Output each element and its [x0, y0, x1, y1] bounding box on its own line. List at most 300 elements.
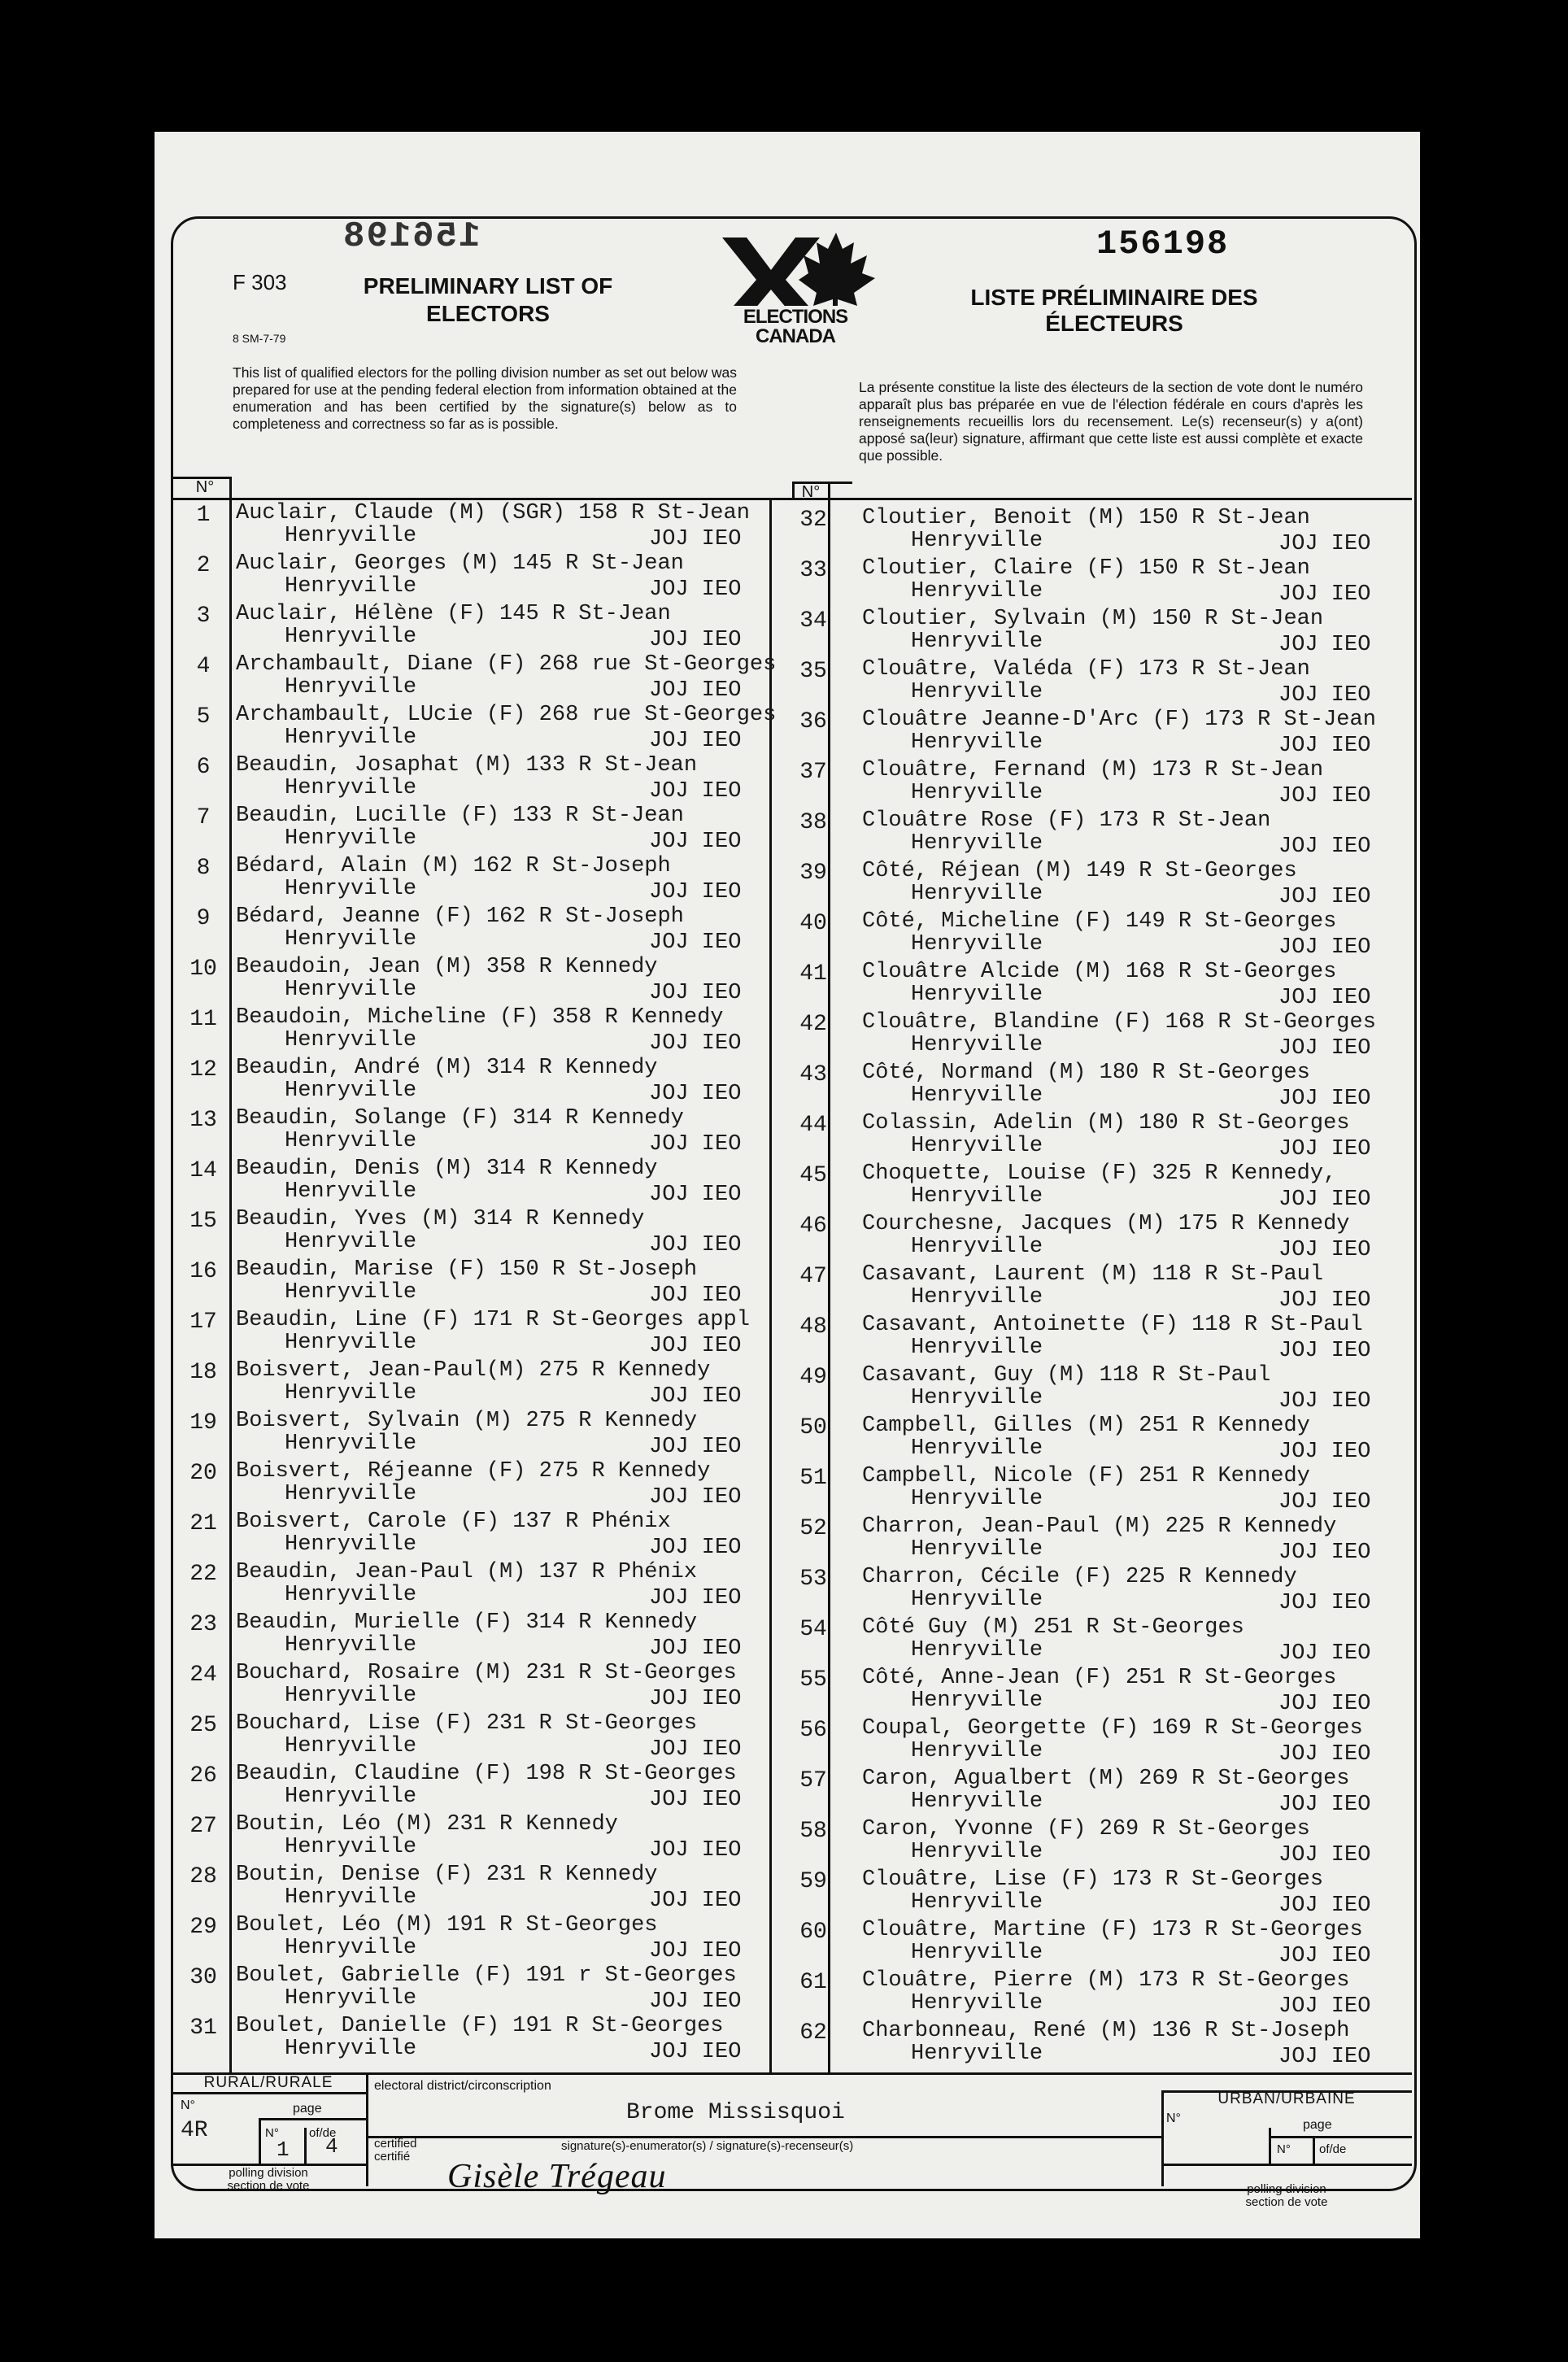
elector-municipality: Henryville — [911, 1638, 1043, 1663]
elector-postal-code: JOJ IEO — [1278, 1541, 1371, 1565]
elector-name-address: Beaudin, Solange (F) 314 R Kennedy — [236, 1106, 684, 1131]
elector-row — [171, 1106, 769, 1157]
elector-number: 26 — [189, 1763, 217, 1789]
elector-row — [171, 753, 769, 804]
elector-row — [171, 1358, 769, 1409]
elector-row — [773, 1867, 1412, 1918]
footer-urban-page-box-top — [1269, 2136, 1412, 2138]
elector-name-address: Campbell, Gilles (M) 251 R Kennedy — [862, 1414, 1310, 1438]
urban-label: URBAN/URBAINE — [1217, 2090, 1356, 2107]
elector-postal-code: JOJ IEO — [1278, 1742, 1371, 1767]
elector-row — [773, 960, 1412, 1010]
elector-number: 50 — [799, 1415, 827, 1440]
elector-municipality: Henryville — [911, 781, 1043, 805]
elector-postal-code: JOJ IEO — [649, 1435, 742, 1459]
elector-number: 32 — [799, 508, 827, 533]
center-divider-line — [769, 498, 772, 2072]
elector-number: 53 — [799, 1567, 827, 1592]
elector-municipality: Henryville — [911, 2042, 1043, 2066]
footer-urban-bottom-line — [1161, 2164, 1412, 2166]
elector-postal-code: JOJ IEO — [1278, 582, 1371, 607]
footer-urban-page-box-left — [1269, 2128, 1271, 2164]
elector-municipality: Henryville — [285, 625, 417, 649]
logo-text-canada: CANADA — [756, 325, 835, 347]
elector-municipality: Henryville — [911, 983, 1043, 1007]
elector-name-address: Bédard, Alain (M) 162 R St-Joseph — [236, 854, 671, 878]
elector-row — [773, 506, 1412, 556]
elector-name-address: Bouchard, Lise (F) 231 R St-Georges — [236, 1711, 698, 1736]
elector-number: 4 — [196, 654, 211, 679]
elector-row — [773, 1363, 1412, 1414]
elector-number: 5 — [196, 704, 211, 730]
elector-postal-code: JOJ IEO — [649, 577, 742, 602]
elector-row — [773, 1918, 1412, 1968]
elector-municipality: Henryville — [911, 1588, 1043, 1612]
elector-municipality: Henryville — [285, 1079, 417, 1103]
elector-number: 13 — [189, 1108, 217, 1133]
electoral-district-label: electoral district/circonscription — [374, 2079, 551, 2093]
elector-number: 22 — [189, 1562, 217, 1587]
intro-text-english: This list of qualified electors for the polling division number as set out below was prepared for use at the pending federal election from information obtained at the enumeration and has been certified by the signature(s) below as to completeness and correctness so far as is possible. — [233, 364, 737, 432]
elector-row — [773, 808, 1412, 859]
urban-page-label: page — [1303, 2118, 1332, 2132]
elector-municipality: Henryville — [911, 1689, 1043, 1713]
elector-name-address: Caron, Agualbert (M) 269 R St-Georges — [862, 1767, 1350, 1791]
elector-name-address: Auclair, Georges (M) 145 R St-Jean — [236, 551, 684, 576]
elector-number: 28 — [189, 1864, 217, 1889]
elector-postal-code: JOJ IEO — [649, 628, 742, 652]
elector-row — [773, 1061, 1412, 1111]
elector-number: 54 — [799, 1617, 827, 1642]
elector-postal-code: JOJ IEO — [649, 1082, 742, 1106]
elector-number: 59 — [799, 1869, 827, 1894]
elector-municipality: Henryville — [911, 1941, 1043, 1965]
elector-postal-code: JOJ IEO — [1278, 734, 1371, 758]
elector-postal-code: JOJ IEO — [1278, 1944, 1371, 1968]
elector-municipality: Henryville — [911, 1890, 1043, 1915]
elector-name-address: Charron, Cécile (F) 225 R Kennedy — [862, 1565, 1297, 1589]
elector-number: 47 — [799, 1264, 827, 1289]
elector-postal-code: JOJ IEO — [649, 880, 742, 904]
elector-list-right — [773, 506, 1412, 2072]
footer-district-line — [366, 2136, 1161, 2138]
elector-postal-code: JOJ IEO — [1278, 1692, 1371, 1716]
rural-section-de-vote-label: section de vote — [227, 2179, 310, 2193]
elector-number: 12 — [189, 1057, 217, 1083]
elector-row — [171, 2014, 769, 2064]
table-top-line — [171, 498, 1412, 500]
elector-row — [171, 1308, 769, 1358]
footer-rural-page-box-left — [259, 2118, 261, 2164]
elector-postal-code: JOJ IEO — [649, 930, 742, 955]
elector-municipality: Henryville — [911, 1487, 1043, 1511]
elector-postal-code: JOJ IEO — [649, 1586, 742, 1610]
elector-row — [773, 1464, 1412, 1514]
footer-rural-page-box-top — [259, 2118, 366, 2120]
elector-name-address: Courchesne, Jacques (M) 175 R Kennedy — [862, 1212, 1350, 1236]
elector-postal-code: JOJ IEO — [649, 1132, 742, 1157]
elector-municipality: Henryville — [285, 978, 417, 1002]
footer-rural-divider — [366, 2072, 368, 2186]
elector-postal-code: JOJ IEO — [1278, 1137, 1371, 1161]
elector-number: 19 — [189, 1410, 217, 1436]
elector-row — [171, 602, 769, 652]
elector-municipality: Henryville — [911, 680, 1043, 704]
elector-postal-code: JOJ IEO — [1278, 1389, 1371, 1414]
urban-polling-division-label: polling division — [1247, 2182, 1326, 2196]
elector-row — [773, 1666, 1412, 1716]
elector-name-address: Beaudin, André (M) 314 R Kennedy — [236, 1056, 658, 1080]
elector-name-address: Charbonneau, René (M) 136 R St-Joseph — [862, 2019, 1350, 2043]
elector-postal-code: JOJ IEO — [1278, 1036, 1371, 1061]
elector-number: 61 — [799, 1970, 827, 1995]
elector-name-address: Charron, Jean-Paul (M) 225 R Kennedy — [862, 1514, 1337, 1539]
left-number-column-header: N° — [195, 478, 215, 496]
elector-number: 42 — [799, 1012, 827, 1037]
elector-postal-code: JOJ IEO — [1278, 1994, 1371, 2019]
elector-postal-code: JOJ IEO — [1278, 885, 1371, 909]
elector-municipality: Henryville — [285, 877, 417, 901]
elector-number: 15 — [189, 1209, 217, 1234]
elector-municipality: Henryville — [285, 1482, 417, 1506]
elector-postal-code: JOJ IEO — [649, 1334, 742, 1358]
rural-of-label: of/de — [309, 2126, 337, 2140]
elector-postal-code: JOJ IEO — [1278, 935, 1371, 960]
elector-number: 43 — [799, 1062, 827, 1087]
certified-label: certified — [374, 2137, 417, 2151]
elector-name-address: Cloutier, Claire (F) 150 R St-Jean — [862, 556, 1310, 581]
elector-name-address: Boisvert, Sylvain (M) 275 R Kennedy — [236, 1409, 698, 1433]
signature-label: signature(s)-enumerator(s) / signature(s)-recenseur(s) — [561, 2139, 854, 2153]
elector-municipality: Henryville — [911, 1739, 1043, 1763]
elector-number: 2 — [196, 553, 211, 578]
elector-row — [171, 1762, 769, 1812]
elector-municipality: Henryville — [911, 579, 1043, 604]
elector-name-address: Boutin, Denise (F) 231 R Kennedy — [236, 1863, 658, 1887]
footer-rural-label-line — [171, 2092, 366, 2094]
elector-name-address: Casavant, Antoinette (F) 118 R St-Paul — [862, 1313, 1363, 1337]
title-french-line2: ÉLECTEURS — [1045, 311, 1183, 336]
elector-name-address: Beaudoin, Micheline (F) 358 R Kennedy — [236, 1005, 724, 1030]
elector-name-address: Boulet, Danielle (F) 191 R St-Georges — [236, 2014, 724, 2038]
urban-page-no-label: N° — [1277, 2142, 1291, 2156]
elector-row — [773, 708, 1412, 758]
elector-postal-code: JOJ IEO — [649, 1536, 742, 1560]
elector-municipality: Henryville — [285, 675, 417, 699]
elector-municipality: Henryville — [285, 574, 417, 599]
logo-text-elections: ELECTIONS — [714, 306, 877, 329]
elector-municipality: Henryville — [911, 730, 1043, 755]
page-total: 4 — [325, 2134, 338, 2159]
elector-row — [773, 859, 1412, 909]
elector-number: 1 — [196, 503, 211, 528]
elector-row — [773, 1767, 1412, 1817]
elector-name-address: Côté, Anne-Jean (F) 251 R St-Georges — [862, 1666, 1337, 1690]
elector-number: 40 — [799, 911, 827, 936]
certifie-label: certifié — [374, 2150, 411, 2164]
elector-row — [171, 1510, 769, 1560]
elector-postal-code: JOJ IEO — [649, 1485, 742, 1510]
elector-postal-code: JOJ IEO — [1278, 2045, 1371, 2069]
elector-name-address: Beaudin, Claudine (F) 198 R St-Georges — [236, 1762, 737, 1786]
elector-postal-code: JOJ IEO — [649, 1636, 742, 1661]
elector-row — [171, 1459, 769, 1510]
elector-municipality: Henryville — [285, 1432, 417, 1456]
elector-municipality: Henryville — [285, 1936, 417, 1960]
elector-number: 29 — [189, 1915, 217, 1940]
elector-municipality: Henryville — [285, 1835, 417, 1859]
elector-row — [171, 904, 769, 955]
form-number: F 303 — [233, 270, 287, 294]
elector-number: 31 — [189, 2016, 217, 2041]
elector-name-address: Boisvert, Jean-Paul(M) 275 R Kennedy — [236, 1358, 711, 1383]
elector-list-left — [171, 501, 777, 2072]
elector-postal-code: JOJ IEO — [649, 1283, 742, 1308]
elector-name-address: Beaudin, Murielle (F) 314 R Kennedy — [236, 1610, 698, 1635]
elector-number: 21 — [189, 1511, 217, 1536]
elector-name-address: Auclair, Claude (M) (SGR) 158 R St-Jean — [236, 501, 750, 525]
elector-number: 48 — [799, 1314, 827, 1340]
elector-name-address: Caron, Yvonne (F) 269 R St-Georges — [862, 1817, 1310, 1841]
elector-row — [773, 1565, 1412, 1615]
elector-row — [773, 1161, 1412, 1212]
elector-number: 62 — [799, 2020, 827, 2046]
elector-name-address: Beaudin, Lucille (F) 133 R St-Jean — [236, 804, 684, 828]
elector-postal-code: JOJ IEO — [649, 1233, 742, 1257]
elector-municipality: Henryville — [285, 1028, 417, 1052]
elector-postal-code: JOJ IEO — [1278, 1843, 1371, 1867]
elector-number: 35 — [799, 659, 827, 684]
elector-row — [171, 1409, 769, 1459]
elector-postal-code: JOJ IEO — [649, 1989, 742, 2014]
elector-name-address: Clouâtre Jeanne-D'Arc (F) 173 R St-Jean — [862, 708, 1376, 732]
elector-number: 44 — [799, 1113, 827, 1138]
elector-postal-code: JOJ IEO — [1278, 1641, 1371, 1666]
elector-number: 7 — [196, 805, 211, 830]
elector-number: 10 — [189, 957, 217, 982]
elector-number: 24 — [189, 1663, 217, 1688]
rural-page-label: page — [293, 2102, 322, 2116]
elector-name-address: Beaudin, Line (F) 171 R St-Georges appl — [236, 1308, 750, 1332]
elector-postal-code: JOJ IEO — [1278, 1793, 1371, 1817]
title-french-line1: LISTE PRÉLIMINAIRE DES — [970, 285, 1258, 310]
left-header-right-line — [229, 477, 232, 499]
elector-row — [773, 1514, 1412, 1565]
elector-municipality: Henryville — [285, 826, 417, 851]
elector-name-address: Archambault, LUcie (F) 268 rue St-Georges — [236, 703, 777, 727]
elector-name-address: Archambault, Diane (F) 268 rue St-Georges — [236, 652, 777, 677]
elector-number: 57 — [799, 1768, 827, 1793]
elector-postal-code: JOJ IEO — [649, 1838, 742, 1863]
elector-row — [171, 1913, 769, 1963]
elector-postal-code: JOJ IEO — [1278, 633, 1371, 657]
elector-name-address: Clouâtre Alcide (M) 168 R St-Georges — [862, 960, 1337, 984]
print-code: 8 SM-7-79 — [233, 332, 286, 345]
elector-row — [171, 1560, 769, 1610]
elector-municipality: Henryville — [911, 1033, 1043, 1057]
elector-postal-code: JOJ IEO — [1278, 784, 1371, 808]
urban-section-de-vote-label: section de vote — [1245, 2195, 1328, 2209]
elector-row — [773, 657, 1412, 708]
elector-row — [171, 551, 769, 602]
elector-name-address: Bédard, Jeanne (F) 162 R St-Joseph — [236, 904, 684, 929]
elector-name-address: Boulet, Léo (M) 191 R St-Georges — [236, 1913, 658, 1937]
elector-name-address: Auclair, Hélène (F) 145 R St-Jean — [236, 602, 671, 626]
elector-row — [171, 955, 769, 1005]
mirrored-stamp-number: 156198 — [342, 216, 481, 257]
elector-row — [773, 1968, 1412, 2019]
elector-postal-code: JOJ IEO — [1278, 1188, 1371, 1212]
elector-municipality: Henryville — [285, 2037, 417, 2061]
elector-number: 27 — [189, 1814, 217, 1839]
elector-number: 30 — [189, 1965, 217, 1990]
elector-postal-code: JOJ IEO — [1278, 1339, 1371, 1363]
elector-municipality: Henryville — [911, 1336, 1043, 1360]
elector-municipality: Henryville — [285, 1129, 417, 1153]
elector-name-address: Clouâtre, Blandine (F) 168 R St-Georges — [862, 1010, 1376, 1035]
elector-municipality: Henryville — [911, 630, 1043, 654]
elector-name-address: Clouâtre, Martine (F) 173 R St-Georges — [862, 1918, 1363, 1942]
elector-municipality: Henryville — [285, 1734, 417, 1758]
elector-number: 23 — [189, 1612, 217, 1637]
elector-postal-code: JOJ IEO — [649, 1889, 742, 1913]
elector-row — [773, 1262, 1412, 1313]
footer-rural-page-box-mid — [304, 2128, 307, 2164]
electoral-district-value: Brome Missisquoi — [626, 2100, 845, 2125]
elector-postal-code: JOJ IEO — [649, 1183, 742, 1207]
elector-municipality: Henryville — [911, 1083, 1043, 1108]
elector-number: 58 — [799, 1819, 827, 1844]
elector-name-address: Beaudoin, Jean (M) 358 R Kennedy — [236, 955, 658, 979]
elector-name-address: Côté Guy (M) 251 R St-Georges — [862, 1615, 1244, 1640]
elector-name-address: Beaudin, Marise (F) 150 R St-Joseph — [236, 1257, 698, 1282]
elector-row — [773, 1212, 1412, 1262]
elector-name-address: Clouâtre Rose (F) 173 R St-Jean — [862, 808, 1271, 833]
elector-name-address: Casavant, Guy (M) 118 R St-Paul — [862, 1363, 1271, 1388]
elector-municipality: Henryville — [911, 1436, 1043, 1461]
elector-municipality: Henryville — [911, 1789, 1043, 1814]
elector-number: 9 — [196, 906, 211, 931]
elector-number: 38 — [799, 810, 827, 835]
elector-municipality: Henryville — [285, 1280, 417, 1305]
elector-row — [171, 1812, 769, 1863]
elector-number: 49 — [799, 1365, 827, 1390]
elector-postal-code: JOJ IEO — [1278, 1288, 1371, 1313]
elector-name-address: Colassin, Adelin (M) 180 R St-Georges — [862, 1111, 1350, 1135]
elector-postal-code: JOJ IEO — [1278, 1238, 1371, 1262]
elector-number: 17 — [189, 1310, 217, 1335]
elector-postal-code: JOJ IEO — [649, 1031, 742, 1056]
elector-municipality: Henryville — [911, 1840, 1043, 1864]
elector-municipality: Henryville — [911, 1386, 1043, 1410]
elector-number: 36 — [799, 709, 827, 734]
elector-name-address: Clouâtre, Valéda (F) 173 R St-Jean — [862, 657, 1310, 682]
elector-number: 41 — [799, 961, 827, 987]
elector-municipality: Henryville — [911, 1235, 1043, 1259]
elector-number: 34 — [799, 608, 827, 634]
elector-municipality: Henryville — [285, 776, 417, 800]
title-english-line2: ELECTORS — [426, 301, 550, 326]
elector-postal-code: JOJ IEO — [649, 1737, 742, 1762]
elector-name-address: Clouâtre, Lise (F) 173 R St-Georges — [862, 1867, 1324, 1892]
elector-row — [171, 1056, 769, 1106]
elector-municipality: Henryville — [285, 1179, 417, 1204]
elector-number: 25 — [189, 1713, 217, 1738]
elector-name-address: Beaudin, Josaphat (M) 133 R St-Jean — [236, 753, 698, 778]
elector-municipality: Henryville — [285, 1986, 417, 2011]
elector-postal-code: JOJ IEO — [1278, 1440, 1371, 1464]
elector-municipality: Henryville — [285, 1684, 417, 1708]
elector-postal-code: JOJ IEO — [649, 678, 742, 703]
elector-row — [773, 1615, 1412, 1666]
elector-name-address: Boisvert, Réjeanne (F) 275 R Kennedy — [236, 1459, 711, 1484]
elector-name-address: Boutin, Léo (M) 231 R Kennedy — [236, 1812, 618, 1837]
elector-municipality: Henryville — [285, 726, 417, 750]
elector-number: 14 — [189, 1158, 217, 1183]
elector-row — [171, 1005, 769, 1056]
elector-row — [773, 1817, 1412, 1867]
elector-row — [171, 1711, 769, 1762]
elector-row — [171, 1963, 769, 2014]
elector-row — [773, 1414, 1412, 1464]
elector-municipality: Henryville — [285, 927, 417, 952]
enumerator-signature: Gisèle Trégeau — [447, 2158, 667, 2195]
serial-number: 156198 — [1096, 224, 1230, 264]
elector-row — [773, 758, 1412, 808]
elector-municipality: Henryville — [285, 1230, 417, 1254]
elector-municipality: Henryville — [911, 1184, 1043, 1209]
elector-row — [171, 1863, 769, 1913]
rural-label: RURAL/RURALE — [203, 2074, 333, 2091]
elector-row — [773, 607, 1412, 657]
elector-number: 52 — [799, 1516, 827, 1541]
right-number-column-header: N° — [801, 483, 821, 501]
elector-number: 55 — [799, 1667, 827, 1693]
elector-postal-code: JOJ IEO — [649, 1384, 742, 1409]
elector-municipality: Henryville — [911, 1134, 1043, 1158]
elector-row — [773, 1313, 1412, 1363]
elector-name-address: Beaudin, Jean-Paul (M) 137 R Phénix — [236, 1560, 698, 1584]
elector-number: 8 — [196, 856, 211, 881]
elector-name-address: Bouchard, Rosaire (M) 231 R St-Georges — [236, 1661, 737, 1685]
elector-municipality: Henryville — [285, 1331, 417, 1355]
elector-name-address: Côté, Réjean (M) 149 R St-Georges — [862, 859, 1297, 883]
elector-municipality: Henryville — [285, 1381, 417, 1405]
elector-name-address: Côté, Normand (M) 180 R St-Georges — [862, 1061, 1310, 1085]
rural-page-no-label: N° — [265, 2126, 279, 2140]
elector-row — [773, 1010, 1412, 1061]
elector-number: 39 — [799, 861, 827, 886]
elector-name-address: Choquette, Louise (F) 325 R Kennedy, — [862, 1161, 1337, 1186]
footer-urban-page-box-mid — [1313, 2136, 1315, 2164]
intro-text-french: La présente constitue la liste des électeurs de la section de vote dont le numéro apparaît plus bas préparée en vue de l'élection fédérale en cours d'après les renseignements recueillis lors du recensement. Le(s) recenseur(s) y a(ont) apposé sa(leur) signature, affirmant que cette liste est aussi complète et exacte que possible. — [859, 379, 1363, 464]
elector-name-address: Casavant, Laurent (M) 118 R St-Paul — [862, 1262, 1324, 1287]
elector-postal-code: JOJ IEO — [649, 527, 742, 551]
elector-municipality: Henryville — [285, 1532, 417, 1557]
elector-postal-code: JOJ IEO — [649, 1687, 742, 1711]
elector-number: 16 — [189, 1259, 217, 1284]
elector-name-address: Boulet, Gabrielle (F) 191 r St-Georges — [236, 1963, 737, 1988]
elector-name-address: Campbell, Nicole (F) 251 R Kennedy — [862, 1464, 1310, 1488]
elector-municipality: Henryville — [911, 1991, 1043, 2016]
urban-of-label: of/de — [1319, 2142, 1347, 2156]
elector-row — [773, 909, 1412, 960]
elector-row — [171, 501, 769, 551]
elector-row — [171, 1661, 769, 1711]
elector-name-address: Beaudin, Yves (M) 314 R Kennedy — [236, 1207, 645, 1231]
elector-municipality: Henryville — [285, 524, 417, 548]
elector-number: 18 — [189, 1360, 217, 1385]
